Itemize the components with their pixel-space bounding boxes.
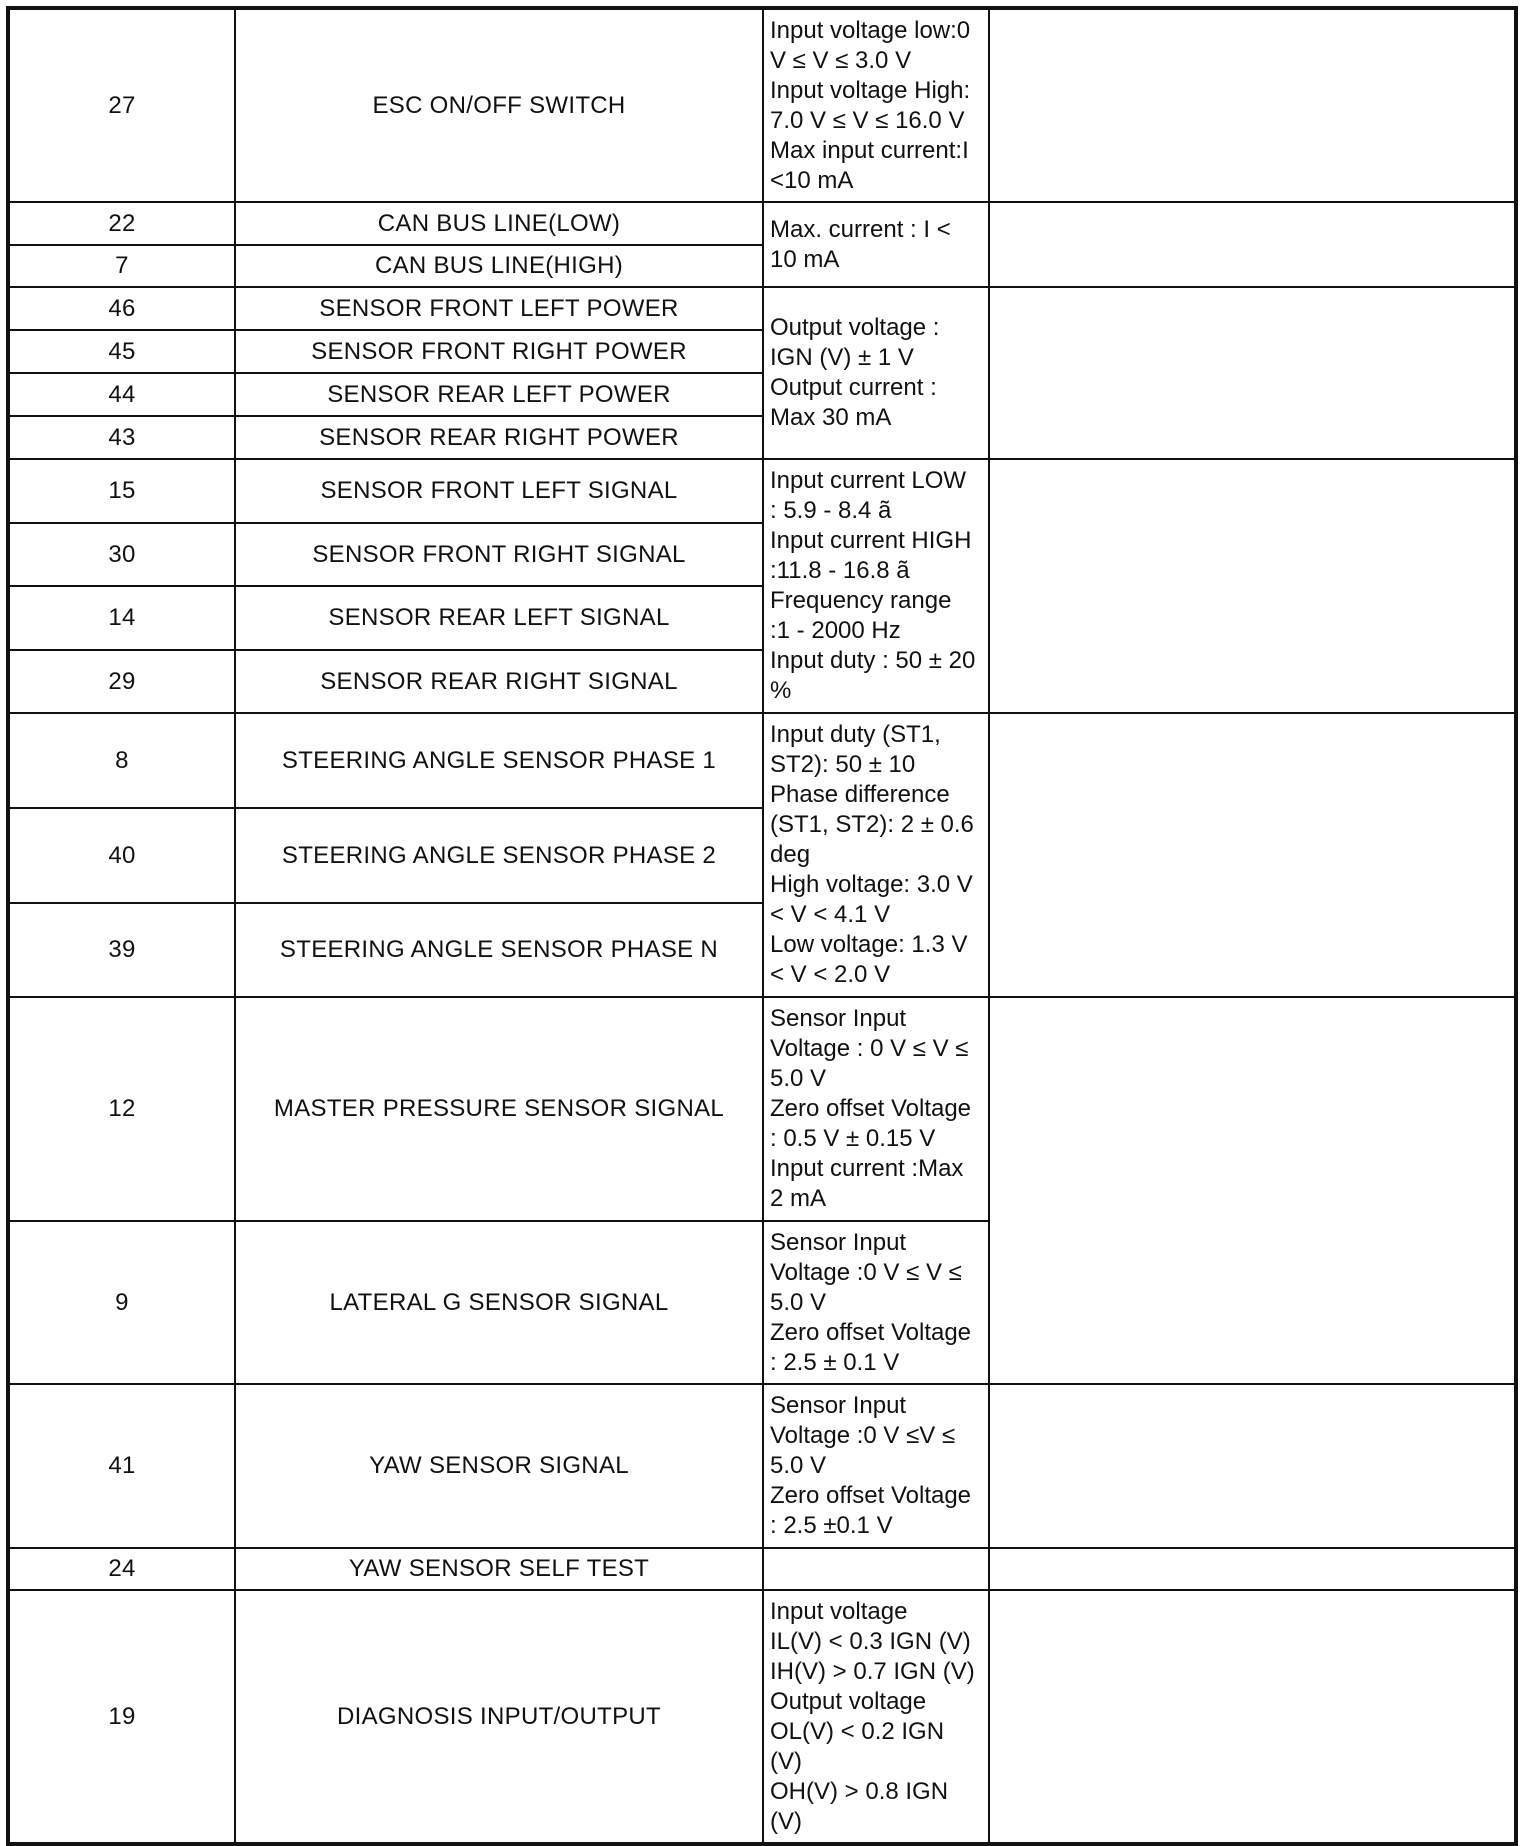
- pin-description: CAN BUS LINE(LOW): [235, 202, 763, 245]
- pin-description: SENSOR FRONT RIGHT SIGNAL: [235, 523, 763, 586]
- pin-description: STEERING ANGLE SENSOR PHASE N: [235, 903, 763, 997]
- remarks-cell: [989, 8, 1516, 202]
- pin-description: SENSOR FRONT LEFT SIGNAL: [235, 459, 763, 523]
- pin-description: MASTER PRESSURE SENSOR SIGNAL: [235, 997, 763, 1221]
- pin-specification: Input voltage IL(V) < 0.3 IGN (V) IH(V) > 0.7 IGN (V) Output voltage OL(V) < 0.2 IGN (V) OH(V) > 0.8 IGN (V): [763, 1590, 989, 1844]
- pin-specification: Sensor Input Voltage :0 V ≤V ≤ 5.0 V Zero offset Voltage : 2.5 ±0.1 V: [763, 1384, 989, 1548]
- pin-number: 7: [8, 245, 235, 287]
- pin-description: SENSOR REAR RIGHT POWER: [235, 416, 763, 459]
- table-row: [8, 1590, 1516, 1844]
- pin-description: SENSOR REAR LEFT POWER: [235, 373, 763, 416]
- pin-number: 30: [8, 523, 235, 586]
- pin-number: 46: [8, 287, 235, 330]
- pin-number: 19: [8, 1590, 235, 1844]
- table-row: [8, 459, 1516, 523]
- table-row: [8, 1384, 1516, 1548]
- pin-number: 39: [8, 903, 235, 997]
- pin-specification: Sensor Input Voltage :0 V ≤ V ≤ 5.0 V Zero offset Voltage : 2.5 ± 0.1 V: [763, 1221, 989, 1384]
- remarks-cell: [989, 1590, 1516, 1844]
- pin-number: 14: [8, 586, 235, 650]
- pin-number: 44: [8, 373, 235, 416]
- pin-specification-table-frame: [6, 6, 1514, 1835]
- pin-number: 43: [8, 416, 235, 459]
- remarks-cell: [989, 1548, 1516, 1590]
- pin-description: SENSOR REAR LEFT SIGNAL: [235, 586, 763, 650]
- table-row: [8, 1548, 1516, 1590]
- pin-number: 41: [8, 1384, 235, 1548]
- pin-specification: Input duty (ST1, ST2): 50 ± 10 Phase difference (ST1, ST2): 2 ± 0.6 deg High voltage: 3.0 V < V < 4.1 V Low voltage: 1.3 V < V < 2.0 V: [763, 713, 989, 997]
- pin-specification: Input voltage low:0 V ≤ V ≤ 3.0 V Input voltage High: 7.0 V ≤ V ≤ 16.0 V Max input current:I <10 mA: [763, 8, 989, 202]
- table-row: [8, 202, 1516, 245]
- remarks-cell: [989, 459, 1516, 713]
- table-row: [8, 8, 1516, 202]
- remarks-cell: [989, 202, 1516, 287]
- pin-specification: Sensor Input Voltage : 0 V ≤ V ≤ 5.0 V Zero offset Voltage : 0.5 V ± 0.15 V Input current :Max 2 mA: [763, 997, 989, 1221]
- remarks-cell: [989, 997, 1516, 1384]
- pin-description: LATERAL G SENSOR SIGNAL: [235, 1221, 763, 1384]
- pin-number: 27: [8, 8, 235, 202]
- pin-description: STEERING ANGLE SENSOR PHASE 2: [235, 808, 763, 903]
- table-row: [8, 997, 1516, 1221]
- pin-specification: Input current LOW : 5.9 - 8.4 ã Input current HIGH :11.8 - 16.8 ã Frequency range :1 - 2000 Hz Input duty : 50 ± 20 %: [763, 459, 989, 713]
- pin-description: STEERING ANGLE SENSOR PHASE 1: [235, 713, 763, 808]
- pin-description: YAW SENSOR SELF TEST: [235, 1548, 763, 1590]
- pin-number: 15: [8, 459, 235, 523]
- pin-number: 22: [8, 202, 235, 245]
- remarks-cell: [989, 287, 1516, 459]
- remarks-cell: [989, 1384, 1516, 1548]
- pin-number: 8: [8, 713, 235, 808]
- pin-description: CAN BUS LINE(HIGH): [235, 245, 763, 287]
- pin-number: 45: [8, 330, 235, 373]
- pin-number: 9: [8, 1221, 235, 1384]
- pin-specification: Max. current : I < 10 mA: [763, 202, 989, 287]
- table-row: [8, 713, 1516, 808]
- pin-description: YAW SENSOR SIGNAL: [235, 1384, 763, 1548]
- pin-number: 12: [8, 997, 235, 1221]
- pin-description: DIAGNOSIS INPUT/OUTPUT: [235, 1590, 763, 1844]
- pin-description: ESC ON/OFF SWITCH: [235, 8, 763, 202]
- pin-number: 24: [8, 1548, 235, 1590]
- pin-specification: Output voltage : IGN (V) ± 1 V Output current : Max 30 mA: [763, 287, 989, 459]
- pin-number: 29: [8, 650, 235, 713]
- pin-description: SENSOR FRONT RIGHT POWER: [235, 330, 763, 373]
- pin-specification-table: [6, 6, 1518, 1846]
- table-row: [8, 287, 1516, 330]
- pin-specification: [763, 1548, 989, 1590]
- remarks-cell: [989, 713, 1516, 997]
- pin-number: 40: [8, 808, 235, 903]
- pin-description: SENSOR FRONT LEFT POWER: [235, 287, 763, 330]
- pin-description: SENSOR REAR RIGHT SIGNAL: [235, 650, 763, 713]
